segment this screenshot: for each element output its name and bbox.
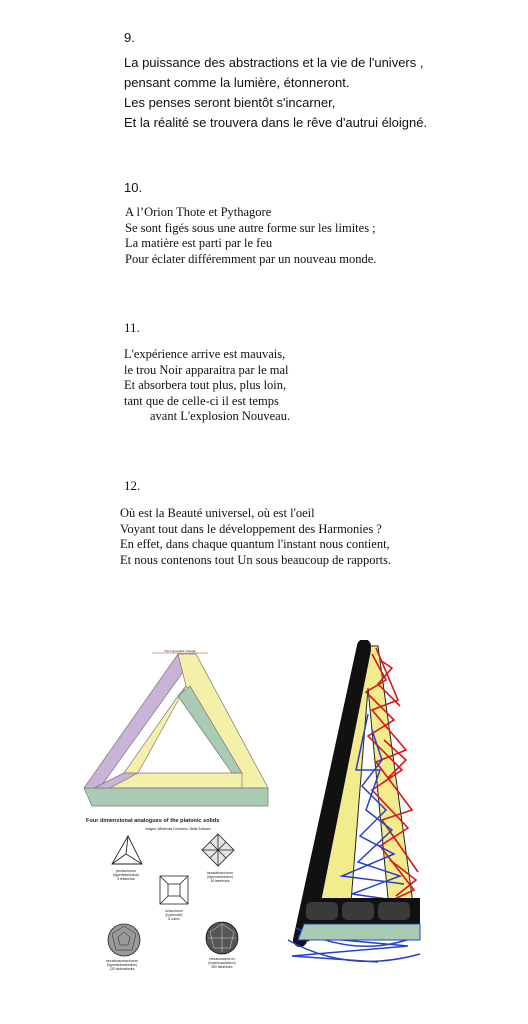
figure-top-caption: The Impossible Triangle xyxy=(164,649,196,653)
figure-title: Four dimensional analogues of the platonic solids xyxy=(86,818,220,824)
solid-name: hecatonicosachoron xyxy=(105,959,139,963)
poem-line: Se sont figés sous une autre forme sur les limites ; xyxy=(125,220,376,235)
poem-line: La matière est parti par le feu xyxy=(125,236,273,250)
hexacosichoron-icon xyxy=(206,922,238,954)
poem-stanza xyxy=(124,347,290,425)
poem-line: L'expérience arrive est mauvais, xyxy=(124,347,286,361)
solid-name: octachoron xyxy=(165,909,183,913)
solid-cells: 120 dodecahedra xyxy=(109,967,135,971)
poem-line: La puissance des abstractions et la vie de l'univers , xyxy=(124,55,424,70)
poem-line: En effet, dans chaque quantum l'instant nous contient, xyxy=(120,537,390,551)
poem-line: le trou Noir apparaitra par le mal xyxy=(124,362,289,377)
poem-line: Où est la Beauté universel, où est l'oeil xyxy=(120,506,315,520)
triangle-yellow-face xyxy=(178,654,268,788)
solid-cells: 16 tetrahedra xyxy=(210,879,230,883)
poem-number: 12. xyxy=(124,478,141,493)
scribbled-triangle-drawing xyxy=(268,640,422,970)
platonic-solids-figure xyxy=(82,638,272,988)
poem-number: 11. xyxy=(124,320,140,335)
impossible-triangle xyxy=(84,654,268,806)
poem-line: Pour éclater différemment par un nouveau monde. xyxy=(125,251,377,266)
solid-name: hexadecachoron xyxy=(206,871,234,875)
poem-line: Voyant tout dans le développement des Harmonies ? xyxy=(120,521,382,536)
solid-name: pentachoron xyxy=(116,869,136,873)
solid-alt: (hypercube) xyxy=(165,913,183,917)
solid-cells: 600 tetrahedra xyxy=(211,965,233,969)
poem-stanza xyxy=(125,205,376,267)
solid-alt: (hypertetrahedron) xyxy=(112,873,140,877)
solid-cells: 5 tetrahedra xyxy=(117,877,135,881)
poem-number: 9. xyxy=(124,30,135,45)
solid-cells: 8 cubes xyxy=(168,917,180,921)
hecatonicosachoron-icon xyxy=(108,924,140,956)
poem-number: 10. xyxy=(124,180,143,195)
pentachoron-icon xyxy=(112,836,142,864)
poem-line: Et nous contenons tout Un sous beaucoup de rapports. xyxy=(120,552,392,567)
poem-line: A l’Orion Thote et Pythagore xyxy=(125,205,272,219)
poem-stanza xyxy=(124,53,427,133)
solid-alt: (hyperoctahedron) xyxy=(206,875,234,879)
solid-alt: (hypericosahedron) xyxy=(208,961,236,965)
poem-line: tant que de celle-ci il est temps xyxy=(124,393,279,408)
poem-line: Et absorbera tout plus, plus loin, xyxy=(124,378,287,392)
poem-line: pensant comme la lumière, étonneront. xyxy=(124,75,350,90)
octachoron-icon xyxy=(160,876,188,904)
poem-line: avant L'explosion Nouveau. xyxy=(150,409,291,423)
poem-line: Et la réalité se trouvera dans le rêve d'autrui éloigné. xyxy=(124,115,428,130)
poem-line: Les penses seront bientôt s'incarner, xyxy=(124,95,336,110)
figure-credit: Images: Wikimedia Commons, Stella Software xyxy=(145,827,211,831)
poem-stanza xyxy=(120,506,391,568)
solid-alt: (hyperdodecahedron) xyxy=(106,963,138,967)
triangle-green-base xyxy=(84,788,268,806)
hexadecachoron-icon xyxy=(202,834,234,866)
drawing-bottom-bar xyxy=(298,898,420,940)
solid-name: hexacosichoron xyxy=(209,957,235,961)
